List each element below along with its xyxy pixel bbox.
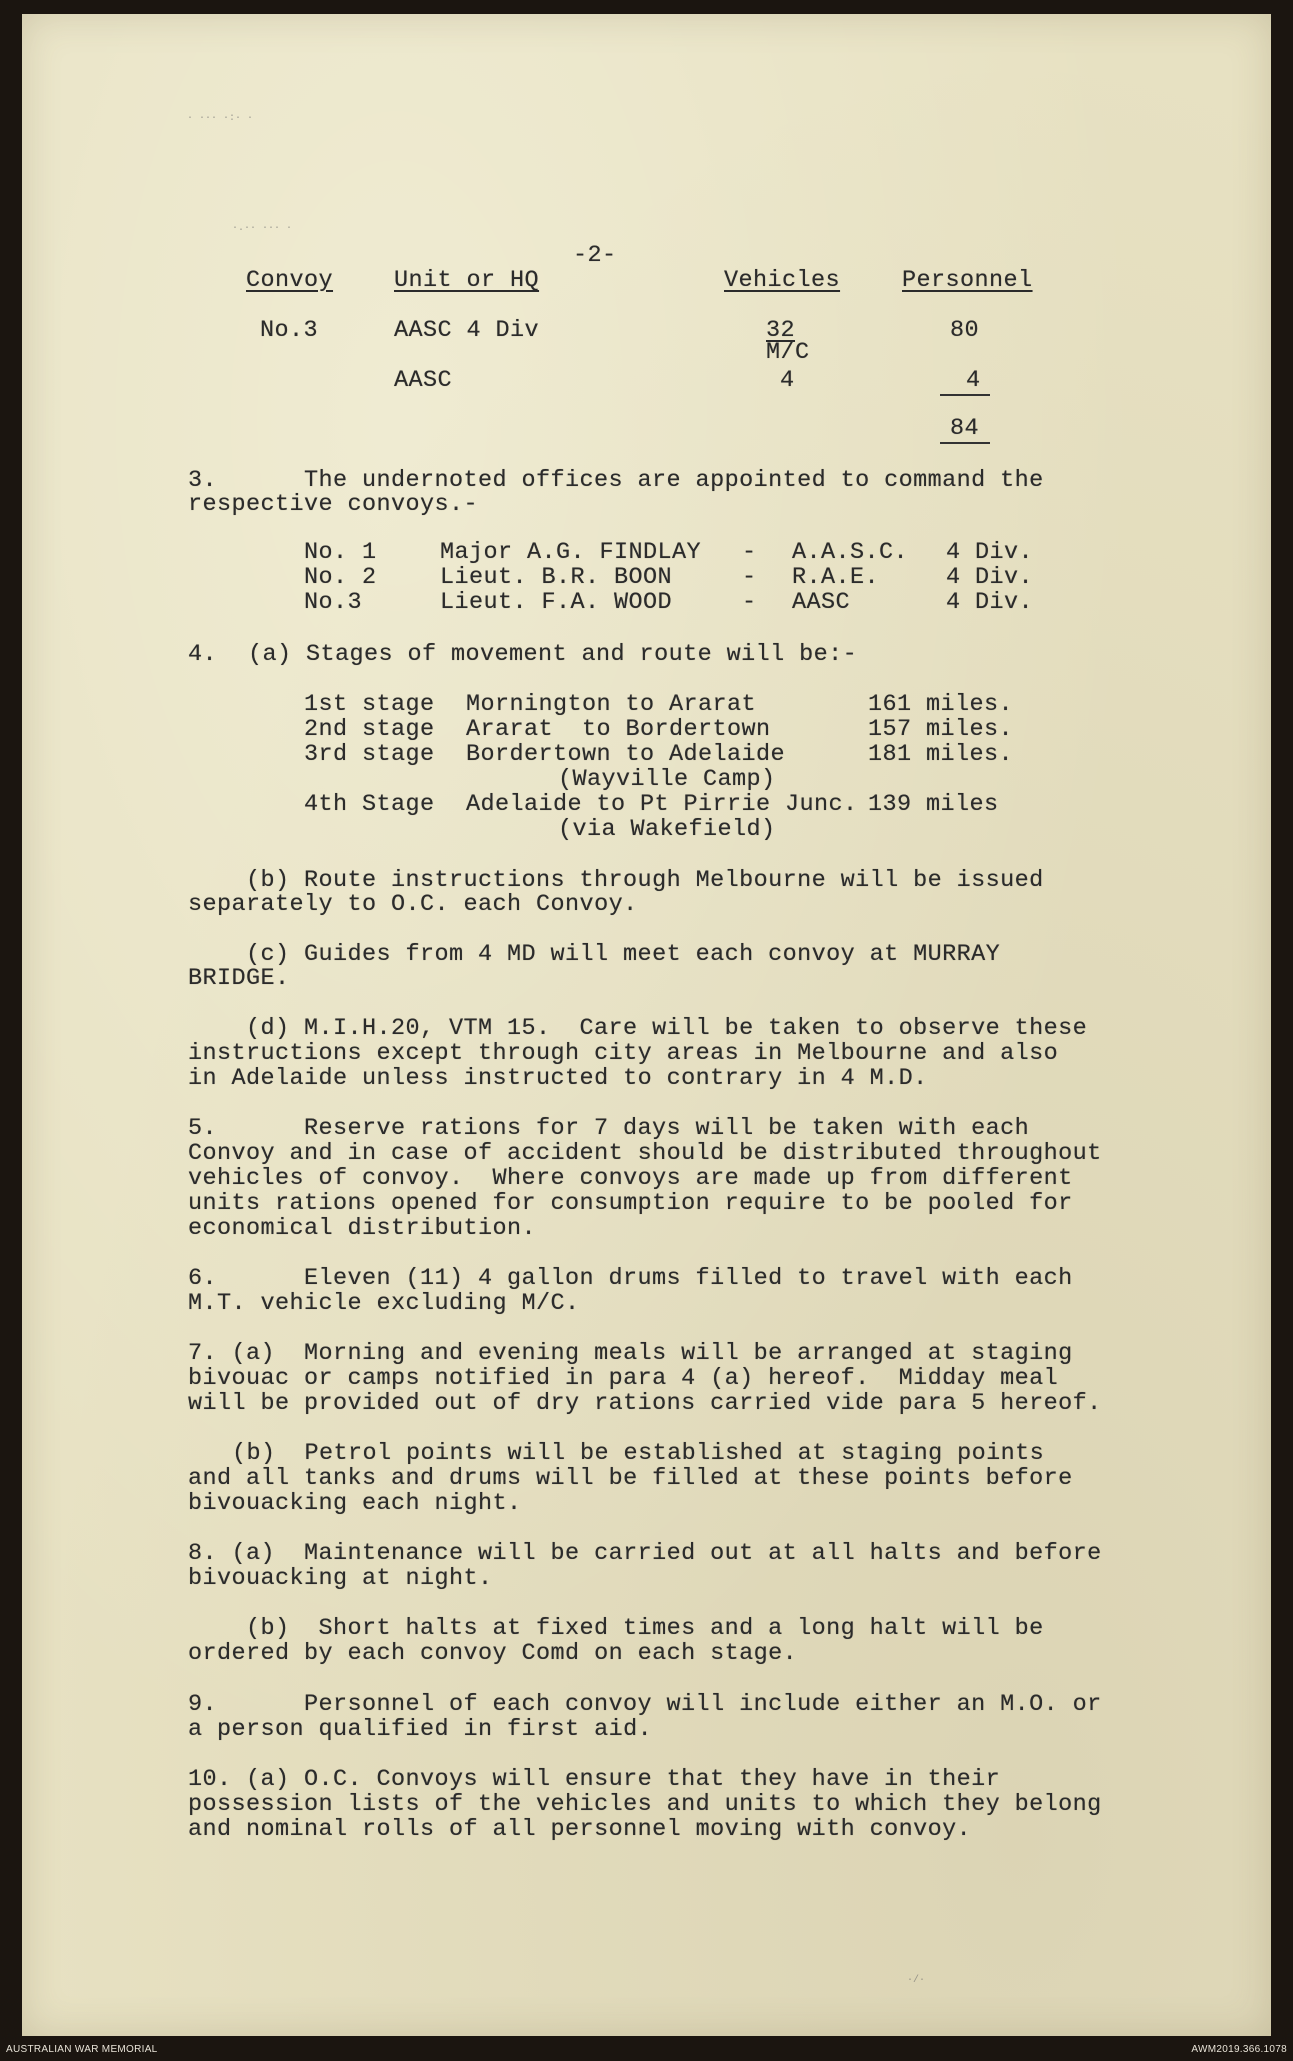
ink-speck: ·/·	[907, 1975, 926, 1986]
cmd1-unit: A.A.S.C.	[792, 539, 909, 566]
col-header-vehicles: Vehicles	[724, 267, 841, 294]
para4-d-line2: instructions except through city areas in Melbourne and also	[188, 1040, 1059, 1067]
para5-line5: economical distribution.	[188, 1215, 537, 1242]
para4-a: (a) Stages of movement and route will be:-	[248, 641, 858, 668]
para4-d-line3: in Adelaide unless instructed to contrary in 4 M.D.	[188, 1065, 928, 1092]
para3-line2: respective convoys.-	[188, 491, 479, 518]
cmd1-no: No. 1	[304, 539, 377, 566]
bleed-through-mark: ·.·· ··· ·	[232, 223, 293, 234]
footer-reference: AWM2019.366.1078	[1191, 2044, 1287, 2055]
cmd2-name: Lieut. B.R. BOON	[440, 564, 673, 591]
stage4-route: Adelaide to Pt Pirrie Junc.	[466, 791, 858, 818]
para8-b-line1: (b) Short halts at fixed times and a long halt will be	[246, 1615, 1044, 1642]
para4-b-line2: separately to O.C. each Convoy.	[188, 891, 638, 918]
cmd2-dash: -	[742, 564, 757, 591]
row2-unit: AASC	[394, 367, 453, 394]
para10-line2: possession lists of the vehicles and units to which they belong	[188, 1791, 1102, 1818]
row1-personnel: 80	[950, 317, 980, 344]
stage1-route: Mornington to Ararat	[466, 691, 757, 718]
col-header-unit: Unit or HQ	[394, 267, 540, 294]
para4-c-line2: BRIDGE.	[188, 965, 290, 992]
para5-line1: Reserve rations for 7 days will be taken with each	[304, 1115, 1030, 1142]
para5-number: 5.	[188, 1115, 218, 1142]
row1-unit: AASC 4 Div	[394, 317, 540, 344]
stage3-miles: 181 miles.	[868, 741, 1014, 768]
cmd3-unit: AASC	[792, 589, 851, 616]
para7-b-line1: (b) Petrol points will be established at staging points	[232, 1440, 1045, 1467]
footer-credit: AUSTRALIAN WAR MEMORIAL	[6, 2044, 158, 2055]
row1-convoy: No.3	[260, 317, 319, 344]
para5-line3: vehicles of convoy. Where convoys are made up from different	[188, 1165, 1073, 1192]
stage2-route: Ararat to Bordertown	[466, 716, 771, 743]
para10-line1: 10. (a) O.C. Convoys will ensure that they have in their	[188, 1766, 1001, 1793]
row1-vehicles-note: M/C	[766, 339, 810, 366]
para3-number: 3.	[188, 467, 218, 494]
cmd2-no: No. 2	[304, 564, 377, 591]
para7-a-line2: bivouac or camps notified in para 4 (a) hereof. Midday meal	[188, 1365, 1059, 1392]
col-header-convoy: Convoy	[246, 267, 334, 294]
cmd3-dash: -	[742, 589, 757, 616]
cmd3-div: 4 Div.	[946, 589, 1034, 616]
stage1-label: 1st stage	[304, 691, 435, 718]
para6-line2: M.T. vehicle excluding M/C.	[188, 1290, 580, 1317]
stage4-label: 4th Stage	[304, 791, 435, 818]
cmd3-no: No.3	[304, 589, 363, 616]
stage1-miles: 161 miles.	[868, 691, 1014, 718]
stage2-label: 2nd stage	[304, 716, 435, 743]
row1-vehicles: 32	[766, 317, 796, 344]
row2-vehicles: 4	[780, 367, 795, 394]
total-underline	[940, 442, 990, 444]
stage3-note: (Wayville Camp)	[558, 766, 776, 793]
stage4-miles: 139 miles	[868, 791, 999, 818]
para8-a-line1: 8. (a) Maintenance will be carried out at all halts and before	[188, 1540, 1102, 1567]
para6-number: 6.	[188, 1265, 218, 1292]
para4-b-line1: (b) Route instructions through Melbourne will be issued	[246, 867, 1044, 894]
cmd1-dash: -	[742, 539, 757, 566]
stage3-label: 3rd stage	[304, 741, 435, 768]
cmd3-name: Lieut. F.A. WOOD	[440, 589, 673, 616]
para7-a-line1: 7. (a) Morning and evening meals will be arranged at staging	[188, 1340, 1073, 1367]
para4-c-line1: (c) Guides from 4 MD will meet each convoy at MURRAY	[246, 941, 1001, 968]
total-personnel: 84	[950, 415, 980, 442]
stage3-route: Bordertown to Adelaide	[466, 741, 786, 768]
para5-line4: units rations opened for consumption require to be pooled for	[188, 1190, 1073, 1217]
para9-number: 9.	[188, 1691, 218, 1718]
para7-b-line2: and all tanks and drums will be filled at these points before	[188, 1465, 1073, 1492]
page-number: -2-	[573, 242, 617, 269]
document-page	[22, 14, 1271, 2036]
para6-line1: Eleven (11) 4 gallon drums filled to travel with each	[304, 1265, 1073, 1292]
para9-line1: Personnel of each convoy will include either an M.O. or	[304, 1691, 1102, 1718]
para5-line2: Convoy and in case of accident should be distributed throughout	[188, 1140, 1102, 1167]
col-header-personnel: Personnel	[902, 267, 1033, 294]
para8-a-line2: bivouacking at night.	[188, 1565, 493, 1592]
row2-personnel: 4	[966, 367, 981, 394]
para8-b-line2: ordered by each convoy Comd on each stage.	[188, 1640, 798, 1667]
para9-line2: a person qualified in first aid.	[188, 1716, 653, 1743]
cmd1-div: 4 Div.	[946, 539, 1034, 566]
para4-d-line1: (d) M.I.H.20, VTM 15. Care will be taken to observe these	[246, 1015, 1088, 1042]
cmd2-unit: R.A.E.	[792, 564, 880, 591]
para3-line1: The undernoted offices are appointed to command the	[304, 467, 1044, 494]
para4-number: 4.	[188, 641, 218, 668]
para7-a-line3: will be provided out of dry rations carried vide para 5 hereof.	[188, 1390, 1102, 1417]
para10-line3: and nominal rolls of all personnel moving with convoy.	[188, 1816, 972, 1843]
stage4-note: (via Wakefield)	[558, 816, 776, 843]
para7-b-line3: bivouacking each night.	[188, 1490, 522, 1517]
total-rule	[940, 394, 990, 396]
cmd1-name: Major A.G. FINDLAY	[440, 539, 702, 566]
cmd2-div: 4 Div.	[946, 564, 1034, 591]
stage2-miles: 157 miles.	[868, 716, 1014, 743]
bleed-through-mark: · ··· ·:· ·	[187, 113, 254, 124]
